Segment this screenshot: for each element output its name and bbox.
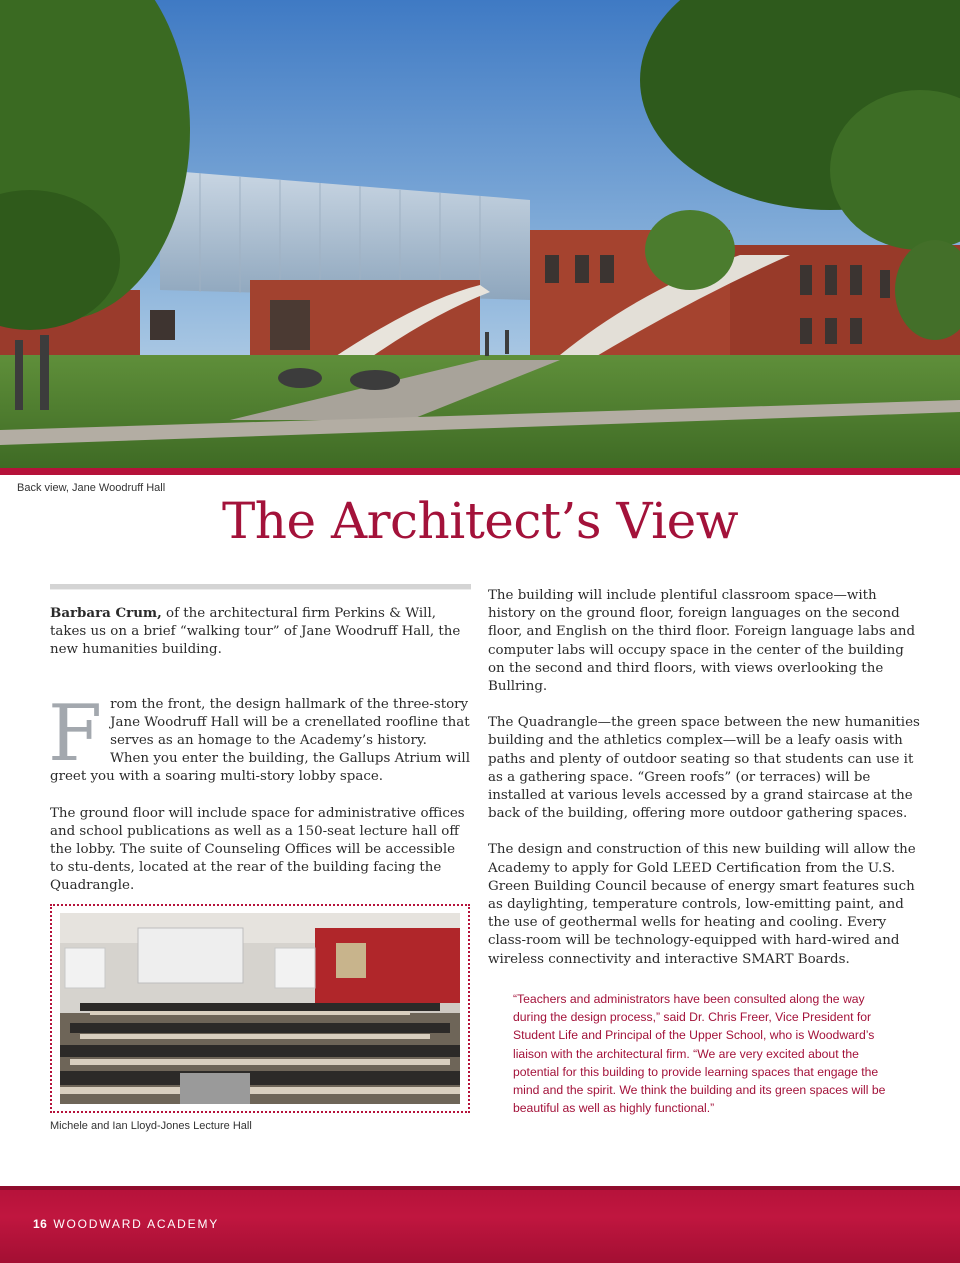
body-paragraph-2: The ground floor will include space for administrative offices and school publications as well as a 150-seat lecture hall off the lobby. The suite of Counseling Offices will be accessible to stu-dents, located at the rear of the building facing the Quadrangle. xyxy=(50,805,465,894)
hero-caption: Back view, Jane Woodruff Hall xyxy=(17,482,166,494)
page-number: 16 xyxy=(33,1217,48,1231)
author-name: Barbara Crum, xyxy=(50,605,162,621)
right-column xyxy=(488,587,922,987)
intro-text: of the architectural firm Perkins & Will, takes us on a brief “walking tour” of Jane Woodruff Hall, the new humanities building. xyxy=(50,606,461,658)
hero-divider xyxy=(0,468,960,475)
body-paragraph-3: The building will include plentiful classroom space—with history on the ground floor, foreign languages on the second floor, and English on the third floor. Foreign language labs and computer labs will occupy space in the center of the building on the second and third floors, with views overlooking the Bullring. xyxy=(488,588,916,695)
body-paragraph-1 xyxy=(48,688,470,787)
footer-top-edge xyxy=(0,1186,960,1190)
page-title: The Architect’s View xyxy=(221,492,739,550)
lecture-hall-image xyxy=(50,904,470,1113)
left-column xyxy=(50,604,470,914)
lecture-hall-rendering xyxy=(60,913,460,1104)
hero-image xyxy=(0,0,960,470)
lecture-caption: Michele and Ian Lloyd-Jones Lecture Hall xyxy=(50,1120,252,1132)
drop-cap: F xyxy=(48,688,103,779)
body-paragraph-5: The design and construction of this new building will allow the Academy to apply for Gold LEED Certification from the U.S. Green Building Council because of energy smart features such as daylighting, temperature controls, low-emitting paint, and the use of geothermal wells for heating and cooling. Every class-room will be technology-equipped with hard-wired and wireless connectivity and interactive SMART Boards. xyxy=(488,842,916,967)
footer-label xyxy=(33,1217,219,1231)
building-rendering xyxy=(0,0,960,470)
body-paragraph-4: The Quadrangle—the green space between the new humanities building and the athletics complex—will be a leafy oasis with paths and plenty of outdoor seating so that students can use it as a gathering space. “Green roofs” (or terraces) will be installed at various levels accessed by a grand staircase at the back of the building, offering more outdoor gathering spaces. xyxy=(488,715,920,822)
section-rule xyxy=(50,584,471,590)
pull-quote: “Teachers and administrators have been consulted along the way during the design process,” said Dr. Chris Freer, Vice President for Student Life and Principal of the Upper School, who is Woodward’s liaison with the architectural firm. “We are very excited about the potential for this building to provide learning spaces that engage the mind and the spirit. We think the building and its green spaces will be beautiful as well as highly functional.” xyxy=(513,992,886,1116)
intro-paragraph xyxy=(50,604,470,660)
publication-name: WOODWARD ACADEMY xyxy=(53,1217,220,1231)
body-paragraph-1-text: rom the front, the design hallmark of the three-story Jane Woodruff Hall will be a crenellated roofline that serves as an homage to the Academy’s history. When you enter the building, the Gallups Atrium will greet you with a soaring multi-story lobby space. xyxy=(50,696,470,785)
